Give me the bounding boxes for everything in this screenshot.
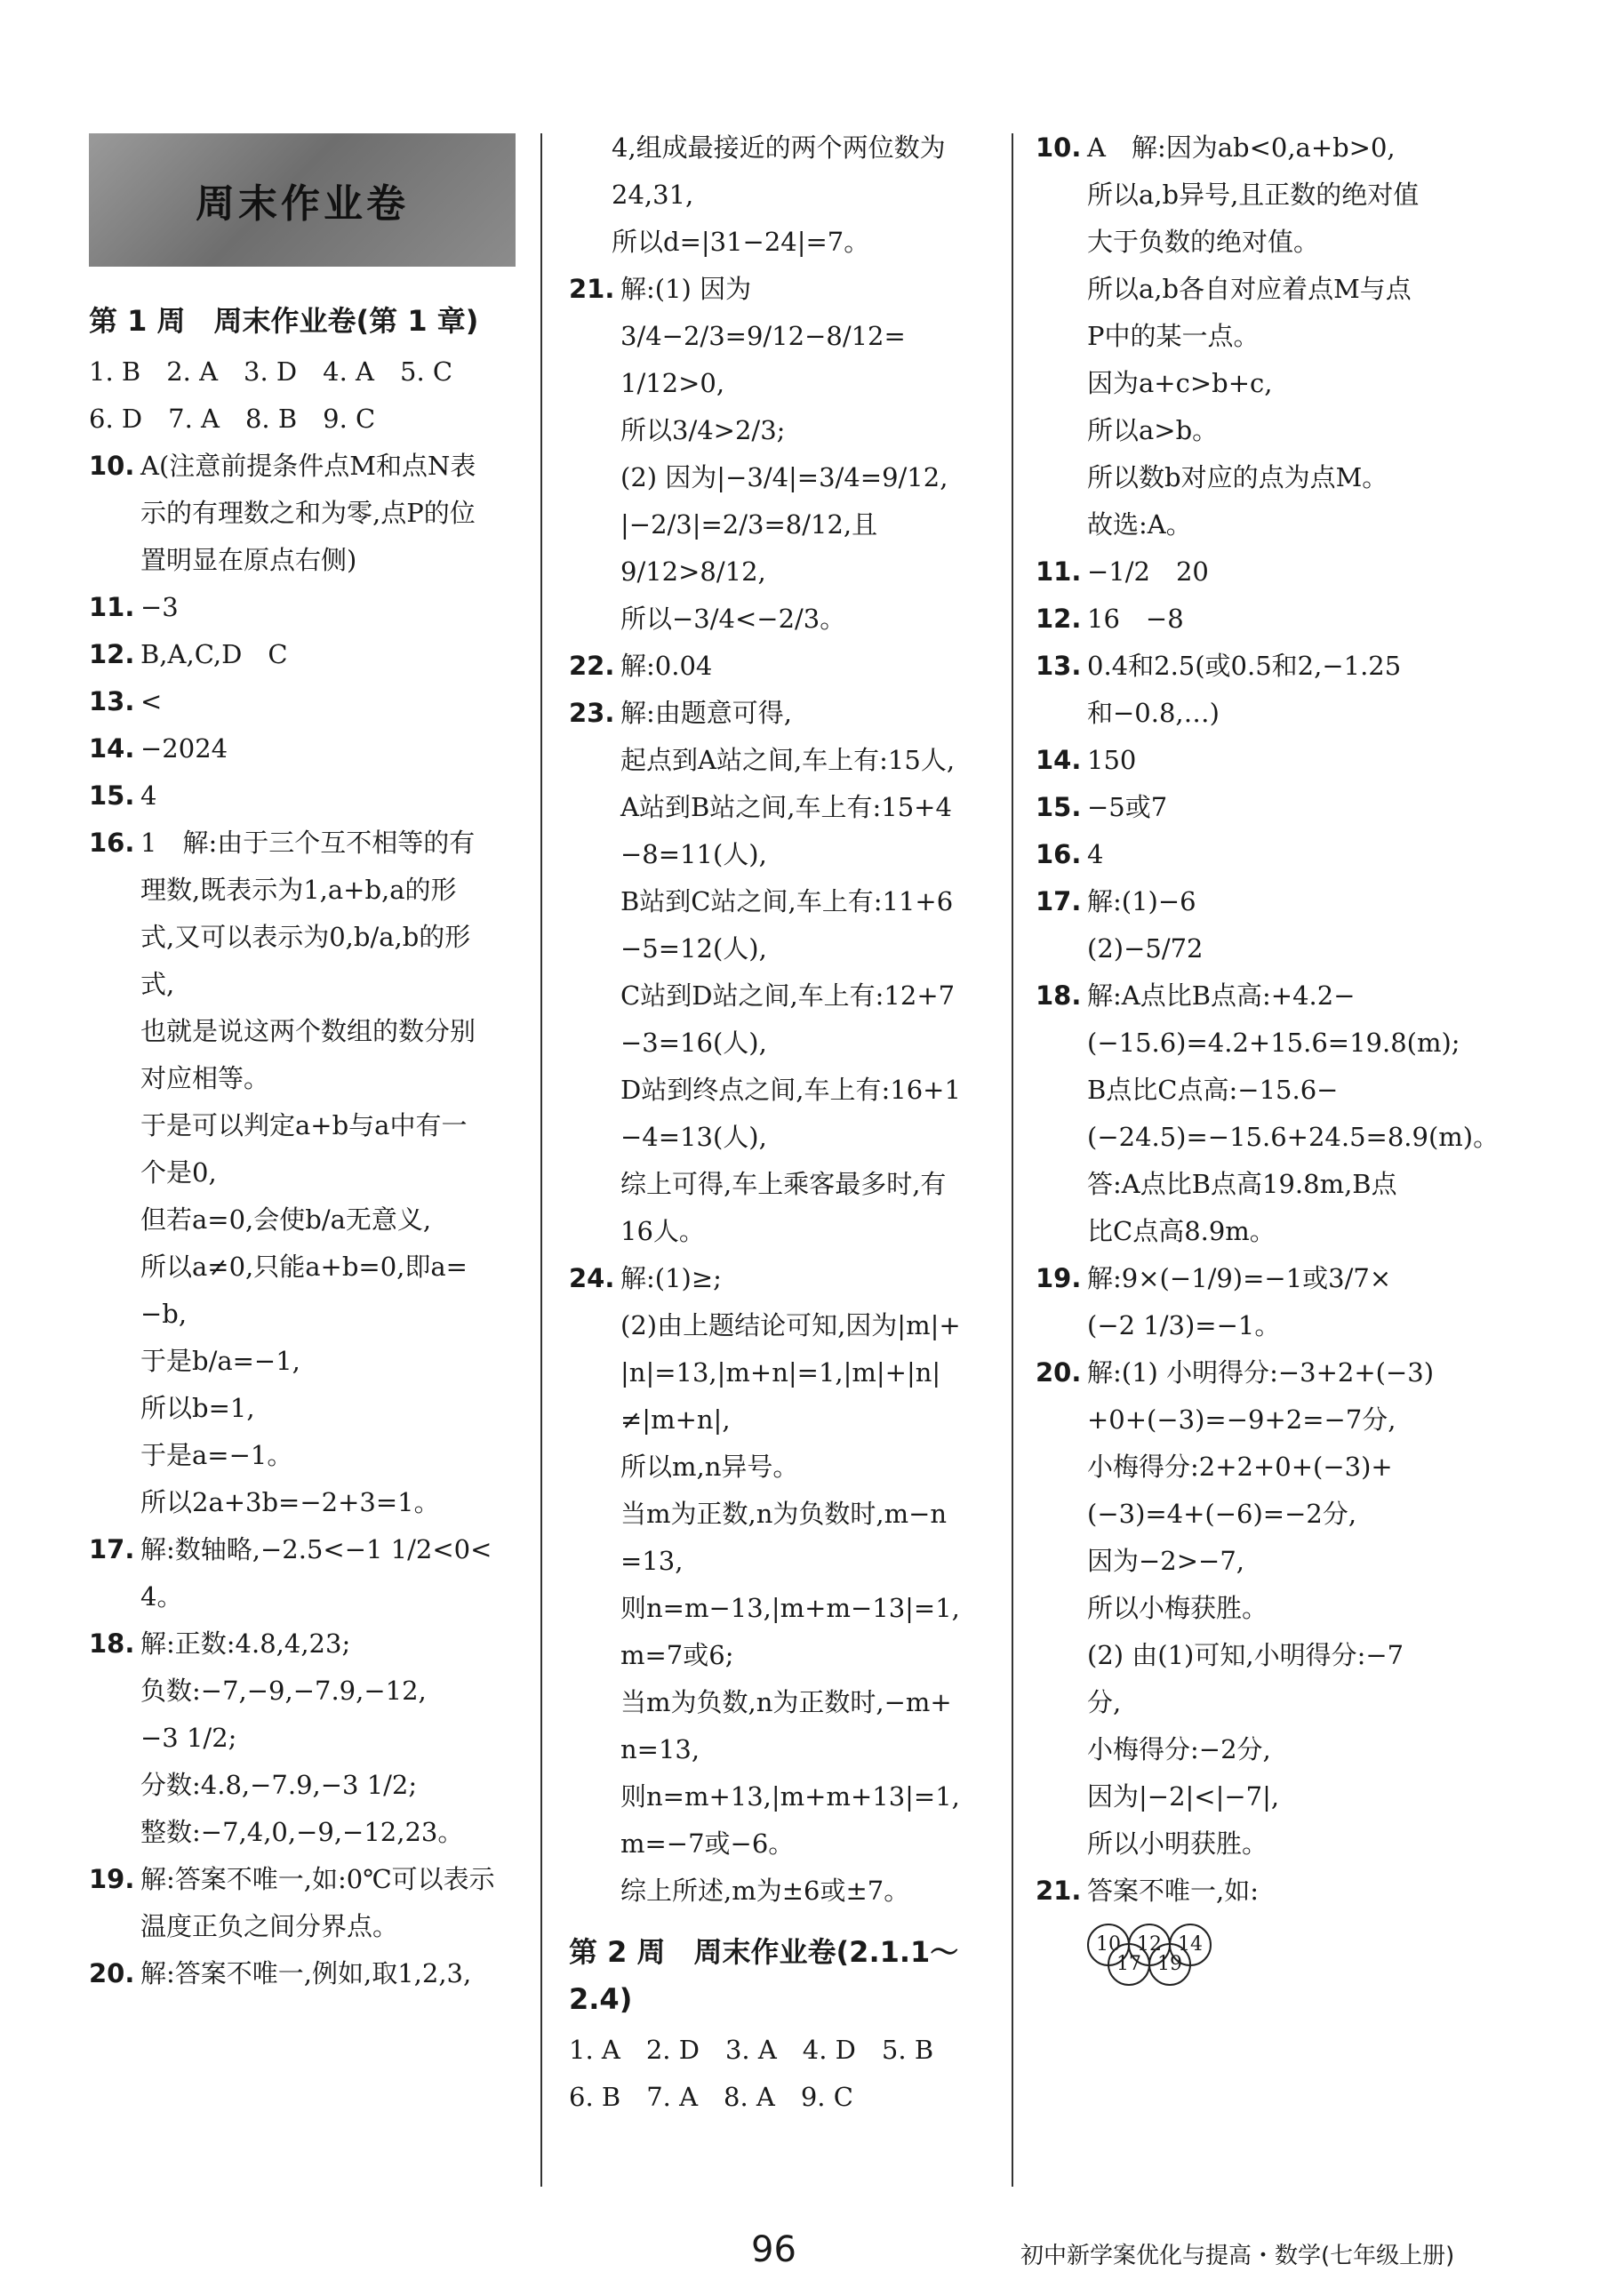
col1-item	[89, 1526, 516, 1620]
answer-line: 所以a,b异号,且正数的绝对值	[1087, 180, 1420, 210]
answer-line: −8=11(人),	[620, 839, 767, 869]
col2-item	[569, 643, 1004, 690]
answer-line: 150	[1087, 745, 1137, 775]
answer-line: (−3)=4+(−6)=−2分,	[1087, 1499, 1357, 1529]
answer-line: 4,组成最接近的两个两位数为	[612, 132, 946, 163]
answer-line: −5或7	[1087, 792, 1168, 822]
answer-line: B站到C站之间,车上有:11+6	[620, 886, 954, 916]
week1-mc-line-2: 6. D 7. A 8. B 9. C	[89, 404, 376, 434]
answer-line: 答:A点比B点高19.8m,B点	[1087, 1169, 1397, 1199]
answer-line: 大于负数的绝对值。	[1087, 227, 1320, 257]
answer-line: −b,	[140, 1299, 188, 1329]
answer-line: 温度正负之间分界点。	[140, 1911, 399, 1941]
question-number: 19.	[89, 1864, 135, 1894]
answer-line: 1 解:由于三个互不相等的有	[140, 828, 476, 858]
answer-line: 所以a≠0,只能a+b=0,即a=	[140, 1252, 468, 1282]
question-number: 10.	[1036, 132, 1082, 163]
question-number: 13.	[1036, 651, 1082, 681]
question-number: 21.	[569, 274, 615, 304]
answer-line: 个是0,	[140, 1157, 217, 1188]
answer-line: 式,又可以表示为0,b/a,b的形	[140, 922, 471, 952]
col3-item	[1036, 878, 1480, 972]
answer-line: 于是a=−1。	[140, 1440, 293, 1470]
answer-line: (−15.6)=4.2+15.6=19.8(m);	[1087, 1028, 1460, 1058]
answer-line: 解:正数:4.8,4,23;	[140, 1628, 351, 1659]
answer-line: 解:由题意可得,	[620, 698, 792, 728]
question-number: 17.	[89, 1534, 135, 1564]
answer-line: 则n=m−13,|m+m−13|=1,	[620, 1593, 960, 1623]
answer-line: (−2 1/3)=−1。	[1087, 1310, 1281, 1340]
answer-line: A 解:因为ab<0,a+b>0,	[1087, 132, 1396, 163]
answer-line: 所以3/4>2/3;	[620, 415, 786, 445]
col1-item	[89, 725, 516, 772]
number-circle: 19	[1148, 1943, 1191, 1986]
answer-line: 所以m,n异号。	[620, 1452, 799, 1482]
answer-line: 小梅得分:2+2+0+(−3)+	[1087, 1452, 1393, 1482]
answer-line: B点比C点高:−15.6−	[1087, 1075, 1339, 1105]
answer-line: |n|=13,|m+n|=1,|m|+|n|	[620, 1357, 941, 1388]
answer-line: −3	[140, 592, 179, 622]
col1-item	[89, 1950, 516, 1997]
answer-line: 解:(1) 因为3/4−2/3=9/12−8/12=	[620, 274, 906, 351]
answer-line: 示的有理数之和为零,点P的位	[140, 498, 476, 528]
answer-line: 分,	[1087, 1687, 1122, 1717]
col1-item	[89, 820, 516, 1526]
col2-item	[569, 1255, 1004, 1915]
answer-line: |−2/3|=2/3=8/12,且9/12>8/12,	[620, 509, 878, 587]
answer-line: 解:(1)≥;	[620, 1263, 722, 1293]
week1-heading: 第 1 周 周末作业卷(第 1 章)	[89, 304, 479, 338]
answer-line: 比C点高8.9m。	[1087, 1216, 1276, 1246]
question-number: 23.	[569, 698, 615, 728]
answer-line: (2)由上题结论可知,因为|m|+	[620, 1310, 961, 1340]
col1-item	[89, 678, 516, 725]
column-2	[569, 124, 1004, 2121]
answer-line: −3 1/2;	[140, 1723, 237, 1753]
question-number: 11.	[1036, 556, 1082, 587]
answer-line: C站到D站之间,车上有:12+7	[620, 980, 956, 1011]
answer-line: 解:A点比B点高:+4.2−	[1087, 980, 1356, 1011]
answer-line: 解:答案不唯一,例如,取1,2,3,	[140, 1958, 472, 1988]
col1-item	[89, 1856, 516, 1950]
answer-line: 所以b=1,	[140, 1393, 255, 1423]
page-number: 96	[751, 2229, 796, 2270]
week2-answers	[1036, 124, 1500, 1915]
answer-line: 综上可得,车上乘客最多时,有	[620, 1169, 947, 1199]
week1-answers-cont	[569, 266, 1004, 1915]
answer-line: (−24.5)=−15.6+24.5=8.9(m)。	[1087, 1122, 1500, 1152]
question-number: 10.	[89, 451, 135, 481]
answer-line: n=13,	[620, 1734, 700, 1764]
column-divider-left	[540, 133, 542, 2187]
col3-item	[1036, 596, 1480, 643]
question-number: 15.	[89, 780, 135, 811]
answer-line: 解:9×(−1/9)=−1或3/7×	[1087, 1263, 1392, 1293]
answer-line: 小梅得分:−2分,	[1087, 1734, 1271, 1764]
column-1	[89, 289, 516, 1997]
col3-item	[1036, 1255, 1480, 1349]
answer-line: 于是可以判定a+b与a中有一	[140, 1110, 468, 1140]
answer-line: 24,31,	[612, 180, 694, 210]
answer-line: 4	[140, 780, 157, 811]
col3-item	[1036, 972, 1500, 1255]
answer-line: 0.4和2.5(或0.5和2,−1.25	[1087, 651, 1402, 681]
col3-item	[1036, 831, 1480, 878]
answer-line: 整数:−7,4,0,−9,−12,23。	[140, 1817, 464, 1847]
answer-line: 综上所述,m为±6或±7。	[620, 1876, 910, 1906]
col1-item	[89, 584, 516, 631]
answer-line: 4	[1087, 839, 1104, 869]
week2-heading: 第 2 周 周末作业卷(2.1.1～2.4)	[569, 1935, 959, 2016]
col3-item	[1036, 1868, 1480, 1915]
col1-item	[89, 631, 516, 678]
answer-line: 答案不唯一,如:	[1087, 1876, 1259, 1906]
question-number: 12.	[1036, 604, 1082, 634]
question-number: 11.	[89, 592, 135, 622]
answer-line: 负数:−7,−9,−7.9,−12,	[140, 1676, 427, 1706]
answer-line: 所以小梅获胜。	[1087, 1593, 1268, 1623]
answer-line: 16人。	[620, 1216, 705, 1246]
week1-answers	[89, 443, 516, 1997]
question-number: 20.	[89, 1958, 135, 1988]
number-circle: 17	[1108, 1943, 1150, 1986]
col1-item	[89, 772, 516, 820]
week2-mc-line-2: 6. B 7. A 8. A 9. C	[569, 2082, 853, 2112]
answer-line: P中的某一点。	[1087, 321, 1260, 351]
answer-line: 也就是说这两个数组的数分别	[140, 1016, 476, 1046]
answer-line: −3=16(人),	[620, 1028, 767, 1058]
answer-line: 解:数轴略,−2.5<−1 1/2<0<	[140, 1534, 492, 1564]
question-number: 21.	[1036, 1876, 1082, 1906]
week2-mc-line-1: 1. A 2. D 3. A 4. D 5. B	[569, 2035, 934, 2065]
answer-line: −2024	[140, 733, 228, 764]
answer-line: 所以2a+3b=−2+3=1。	[140, 1487, 440, 1517]
answer-line: 故选:A。	[1087, 509, 1192, 540]
q20-continued	[569, 124, 1004, 266]
number-circle: 12	[1128, 1924, 1171, 1966]
answer-line: D站到终点之间,车上有:16+1	[620, 1075, 961, 1105]
col3-item	[1036, 548, 1480, 596]
answer-line: 因为a+c>b+c,	[1087, 368, 1273, 398]
number-circle: 10	[1087, 1924, 1130, 1966]
answer-line: 所以a,b各自对应着点M与点	[1087, 274, 1412, 304]
question-number: 14.	[1036, 745, 1082, 775]
col1-item	[89, 1620, 516, 1856]
question-number: 16.	[1036, 839, 1082, 869]
answer-line: =13,	[620, 1546, 684, 1576]
answer-line: A站到B站之间,车上有:15+4	[620, 792, 952, 822]
answer-line: 则n=m+13,|m+m+13|=1,	[620, 1781, 960, 1812]
answer-line: (2) 由(1)可知,小明得分:−7	[1087, 1640, 1404, 1670]
answer-line: −5=12(人),	[620, 933, 767, 964]
answer-line: 因为−2>−7,	[1087, 1546, 1245, 1576]
answer-line: 所以数b对应的点为点M。	[1087, 462, 1388, 492]
question-number: 20.	[1036, 1357, 1082, 1388]
answer-line: A(注意前提条件点M和点N表	[140, 451, 476, 481]
question-number: 19.	[1036, 1263, 1082, 1293]
answer-line: 置明显在原点右侧)	[140, 545, 357, 575]
week1-mc-line-1: 1. B 2. A 3. D 4. A 5. C	[89, 356, 453, 387]
column-3	[1036, 124, 1500, 1995]
question-number: 15.	[1036, 792, 1082, 822]
answer-line: 起点到A站之间,车上有:15人,	[620, 745, 956, 775]
answer-line: 式,	[140, 969, 175, 999]
col1-item	[89, 443, 516, 584]
answer-line: m=7或6;	[620, 1640, 734, 1670]
question-number: 13.	[89, 686, 135, 716]
answer-line: 16 −8	[1087, 604, 1184, 634]
book-title: 初中新学案优化与提高・数学(七年级上册)	[1020, 2243, 1455, 2269]
answer-line: <	[140, 686, 163, 716]
answer-line: 1/12>0,	[620, 368, 725, 398]
col2-item	[569, 266, 1004, 643]
answer-line: 因为|−2|<|−7|,	[1087, 1781, 1280, 1812]
answer-line: 当m为负数,n为正数时,−m+	[620, 1687, 952, 1717]
col2-item	[569, 690, 1004, 1255]
answer-line: 解:(1)−6	[1087, 886, 1196, 916]
answer-line: 和−0.8,…)	[1087, 698, 1220, 728]
question-number: 16.	[89, 828, 135, 858]
question-number: 24.	[569, 1263, 615, 1293]
section-banner	[89, 133, 516, 267]
answer-line: 所以d=|31−24|=7。	[612, 227, 870, 257]
number-circle: 14	[1169, 1924, 1212, 1966]
question-number: 18.	[89, 1628, 135, 1659]
banner-title: 周末作业卷	[196, 181, 409, 227]
answer-line: B,A,C,D C	[140, 639, 288, 669]
answer-line: +0+(−3)=−9+2=−7分,	[1087, 1404, 1396, 1435]
answer-line: 理数,既表示为1,a+b,a的形	[140, 875, 457, 905]
answer-line: ≠|m+n|,	[620, 1404, 731, 1435]
question-number: 14.	[89, 733, 135, 764]
answer-line: 当m为正数,n为负数时,m−n	[620, 1499, 948, 1529]
question-number: 12.	[89, 639, 135, 669]
answer-line: 所以−3/4<−2/3。	[620, 604, 846, 634]
answer-line: 但若a=0,会使b/a无意义,	[140, 1204, 432, 1235]
answer-line: −1/2 20	[1087, 556, 1209, 587]
answer-line: 所以小明获胜。	[1087, 1828, 1268, 1859]
answer-line: (2)−5/72	[1087, 933, 1204, 964]
answer-line: 解:0.04	[620, 651, 713, 681]
col3-item	[1036, 1349, 1480, 1868]
answer-line: 4。	[140, 1581, 183, 1612]
answer-line: −4=13(人),	[620, 1122, 767, 1152]
answer-line: 对应相等。	[140, 1063, 270, 1093]
answer-line: 于是b/a=−1,	[140, 1346, 300, 1376]
col3-item	[1036, 737, 1480, 784]
question-number: 22.	[569, 651, 615, 681]
answer-line: 解:(1) 小明得分:−3+2+(−3)	[1087, 1357, 1435, 1388]
answer-line: m=−7或−6。	[620, 1828, 795, 1859]
answer-line: 解:答案不唯一,如:0℃可以表示	[140, 1864, 495, 1894]
question-number: 17.	[1036, 886, 1082, 916]
circle-diagram-b	[1087, 1924, 1265, 1995]
col3-item	[1036, 124, 1480, 548]
question-number: 18.	[1036, 980, 1082, 1011]
answer-line: 所以a>b。	[1087, 415, 1219, 445]
col3-item	[1036, 784, 1480, 831]
answer-line: 分数:4.8,−7.9,−3 1/2;	[140, 1770, 418, 1800]
answer-line: (2) 因为|−3/4|=3/4=9/12,	[620, 462, 948, 492]
col3-item	[1036, 643, 1480, 737]
column-divider-right	[1012, 133, 1013, 2187]
